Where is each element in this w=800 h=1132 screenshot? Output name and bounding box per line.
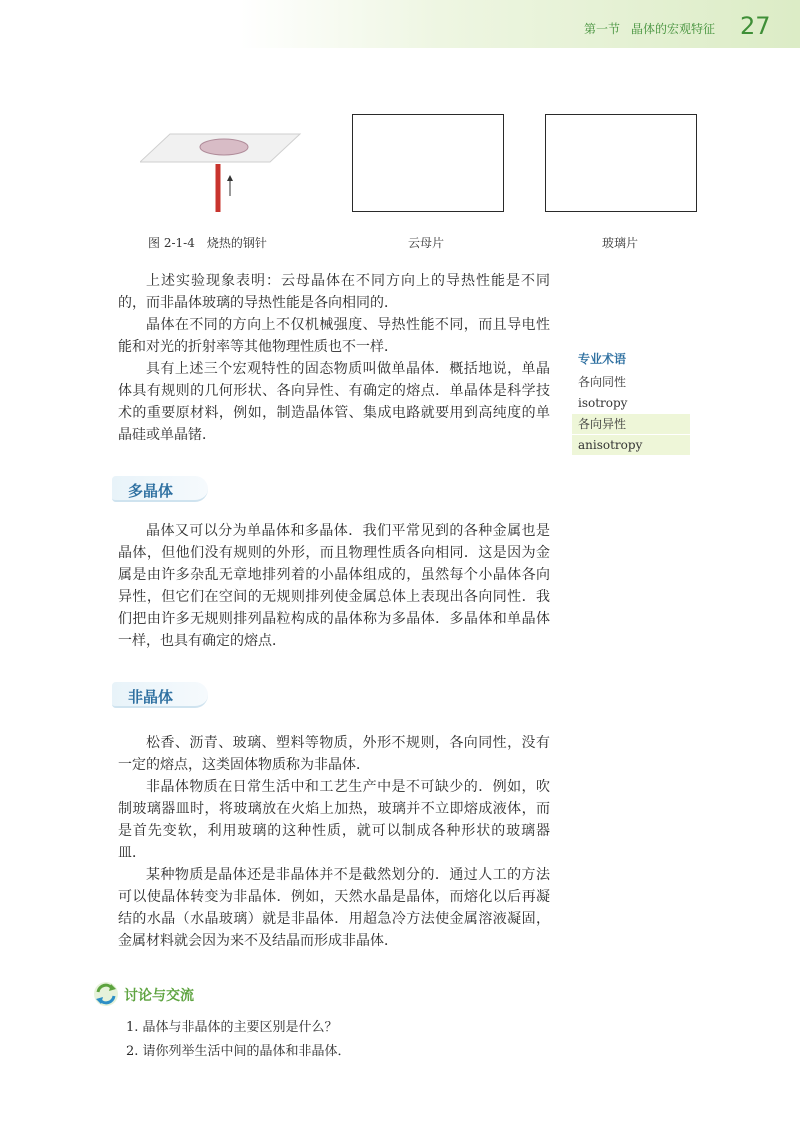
melt-spot bbox=[200, 139, 248, 155]
header-chapter: 第一节 bbox=[584, 22, 621, 36]
intro-text bbox=[118, 270, 550, 446]
mica-caption: 云母片 bbox=[408, 236, 445, 250]
glossary-term: isotropy bbox=[578, 396, 628, 410]
discussion-icon bbox=[92, 980, 120, 1008]
polycrystal-text bbox=[118, 520, 550, 652]
glass-caption: 玻璃片 bbox=[602, 236, 639, 250]
section-title-polycrystal: 多晶体 bbox=[128, 482, 174, 500]
mica-sheet-box bbox=[352, 114, 504, 212]
glossary-term: 各向同性 bbox=[578, 375, 627, 389]
amorphous-text bbox=[118, 732, 550, 952]
glossary-term: anisotropy bbox=[572, 435, 690, 455]
discussion-question: 2. 请你列举生活中间的晶体和非晶体． bbox=[126, 1044, 351, 1059]
discussion-title: 讨论与交流 bbox=[124, 988, 194, 1004]
glossary-title: 专业术语 bbox=[578, 352, 627, 366]
paragraph: 松香、沥青、玻璃、塑料等物质，外形不规则，各向同性，没有一定的熔点，这类固体物质称为非晶体． bbox=[118, 735, 550, 773]
glass-sheet-box bbox=[545, 114, 697, 212]
heated-needle-illustration bbox=[140, 126, 310, 216]
discussion-question: 1. 晶体与非晶体的主要区别是什么？ bbox=[126, 1020, 338, 1035]
glossary-term: 各向异性 bbox=[572, 414, 690, 434]
paragraph: 某种物质是晶体还是非晶体并不是截然划分的．通过人工的方法可以使晶体转变为非晶体．例如，天然水晶是晶体，而熔化以后再凝结的水晶（水晶玻璃）就是非晶体．用超急冷方法使金属溶液凝固，金属材料就会因为来不及结晶而形成非晶体． bbox=[118, 867, 550, 949]
page-number: 27 bbox=[740, 12, 771, 40]
paragraph: 非晶体物质在日常生活中和工艺生产中是不可缺少的．例如，吹制玻璃器皿时，将玻璃放在火焰上加热，玻璃并不立即熔成液体，而是首先变软，利用玻璃的这种性质，就可以制成各种形状的玻璃器皿． bbox=[118, 779, 550, 861]
section-title-amorphous: 非晶体 bbox=[128, 688, 174, 706]
paragraph: 上述实验现象表明：云母晶体在不同方向上的导热性能是不同的，而非晶体玻璃的导热性能是各向相同的． bbox=[118, 273, 550, 311]
header-section-title: 晶体的宏观特征 bbox=[631, 22, 716, 36]
paragraph: 晶体又可以分为单晶体和多晶体．我们平常见到的各种金属也是晶体，但他们没有规则的外形，而且物理性质各向相同．这是因为金属是由许多杂乱无章地排列着的小晶体组成的，虽然每个小晶体各向异性，但它们在空间的无规则排列使金属总体上表现出各向同性．我们把由许多无规则排列晶粒构成的晶体称为多晶体．多晶体和单晶体一样，也具有确定的熔点． bbox=[118, 523, 550, 649]
paragraph: 晶体在不同的方向上不仅机械强度、导热性能不同，而且导电性能和对光的折射率等其他物理性质也不一样． bbox=[118, 317, 550, 355]
paragraph: 具有上述三个宏观特性的固态物质叫做单晶体．概括地说，单晶体具有规则的几何形状、各向异性、有确定的熔点．单晶体是科学技术的重要原材料，例如，制造晶体管、集成电路就要用到高纯度的单晶硅或单晶锗． bbox=[118, 361, 550, 443]
figure-caption: 图 2-1-4 烧热的钢针 bbox=[148, 236, 267, 250]
